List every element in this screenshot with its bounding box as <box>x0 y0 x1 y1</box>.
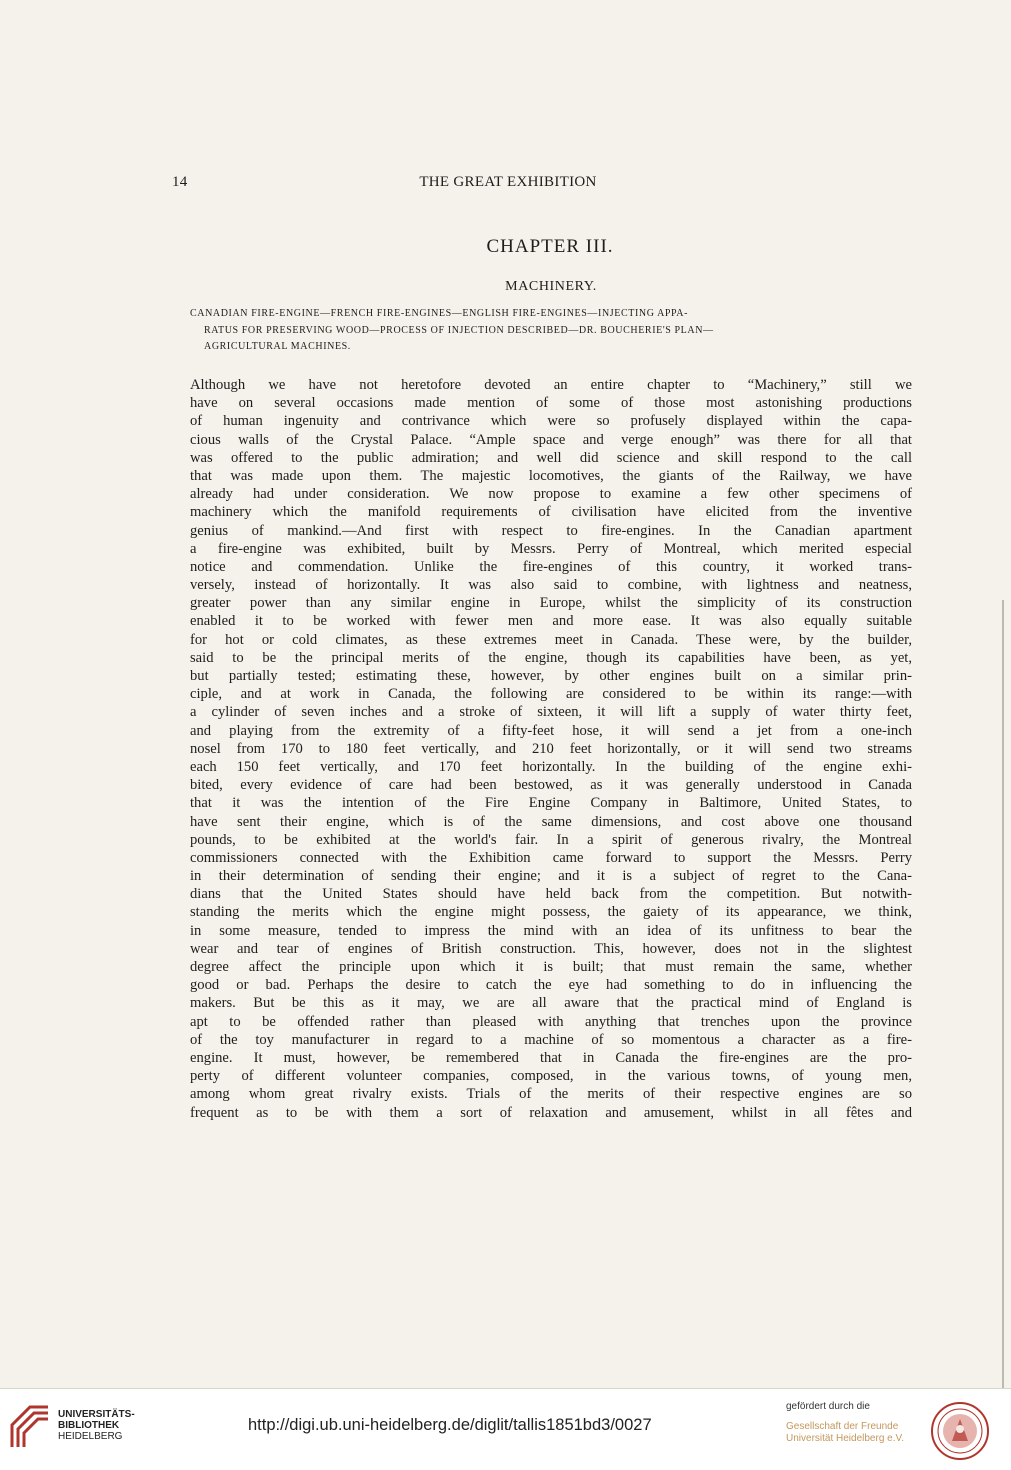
page-header <box>172 174 844 196</box>
body-line: genius of mankind.—And first with respect to fire-engines. In the Canadian apartment <box>190 522 912 539</box>
body-line: of human ingenuity and contrivance which were so profusely displayed within the capa- <box>190 413 912 430</box>
body-line: nosel from 170 to 180 feet vertically, and 210 feet horizontally, or it will send two streams <box>190 740 912 757</box>
body-line: frequent as to be with them a sort of relaxation and amusement, whilst in all fêtes and <box>190 1104 912 1121</box>
body-line: engine. It must, however, be remembered that in Canada the fire-engines are the pro- <box>190 1049 912 1066</box>
uni-name-line: BIBLIOTHEK <box>58 1420 120 1431</box>
permalink-url[interactable]: http://digi.ub.uni-heidelberg.de/diglit/tallis1851bd3/0027 <box>248 1416 652 1434</box>
body-line: bited, every evidence of care had been bestowed, as it was generally understood in Canada <box>190 777 912 794</box>
body-line: greater power than any similar engine in Europe, whilst the simplicity of its construction <box>190 595 912 612</box>
body-line: ciple, and at work in Canada, the following are considered to be within its range:—with <box>190 686 912 703</box>
chapter-synopsis <box>190 306 920 356</box>
body-line: enabled it to be worked with fewer men and more ease. It was also equally suitable <box>190 613 912 630</box>
body-line: commissioners connected with the Exhibition came forward to support the Messrs. Perry <box>190 849 912 866</box>
body-line: cious walls of the Crystal Palace. “Ample space and verge enough” was there for all that <box>190 431 912 448</box>
body-line: that was made upon them. The majestic locomotives, the giants of the Railway, we have <box>190 467 912 484</box>
university-library-logo-icon <box>8 1403 52 1451</box>
university-library-name <box>58 1409 135 1442</box>
page-fold-shadow <box>1002 600 1004 1388</box>
body-line: and playing from the extremity of a fifty-feet hose, it will send a jet from a one-inch <box>190 722 912 739</box>
sponsor-credit <box>786 1401 936 1445</box>
sponsor-org-line: Universität Heidelberg e.V. <box>786 1433 905 1444</box>
body-line: of the toy manufacturer in regard to a machine of so momentous a character as a fire- <box>190 1031 912 1048</box>
body-line: was offered to the public admiration; and well did science and skill respond to the call <box>190 449 912 466</box>
body-line: degree affect the principle upon which it is built; that must remain the same, whether <box>190 959 912 975</box>
body-line: have sent their engine, which is of the same dimensions, and cost above one thousand <box>190 813 912 830</box>
body-line: versely, instead of horizontally. It was also said to combine, with lightness and neatness, <box>190 577 912 594</box>
body-line: said to be the principal merits of the engine, though its capabilities have been, as yet, <box>190 649 912 666</box>
body-line: perty of different volunteer companies, composed, in the various towns, of young men, <box>190 1068 912 1085</box>
body-line: that it was the intention of the Fire Engine Company in Baltimore, United States, to <box>190 795 912 812</box>
body-line: among whom great rivalry exists. Trials of the merits of their respective engines are so <box>190 1086 912 1103</box>
digitization-footer <box>0 1388 1011 1470</box>
page-number: 14 <box>172 174 188 190</box>
body-line: dians that the United States should have held back from the competition. But notwith- <box>190 886 912 903</box>
body-line: each 150 feet vertically, and 170 feet horizontally. In the building of the engine exhi- <box>190 758 912 775</box>
body-text <box>190 376 912 1122</box>
body-line: a cylinder of seven inches and a stroke of sixteen, it will lift a supply of water thirty feet, <box>190 704 912 721</box>
body-line: but partially tested; estimating these, however, by other engines built on a similar prin- <box>190 668 912 684</box>
body-line: machinery which the manifold requirements of civilisation have elicited from the inventive <box>190 504 912 521</box>
synopsis-line: RATUS FOR PRESERVING WOOD—PROCESS OF INJECTION DESCRIBED—DR. BOUCHERIE'S PLAN— <box>204 324 714 336</box>
body-line: for hot or cold climates, as these extremes meet in Canada. These were, by the builder, <box>190 631 912 648</box>
running-head: THE GREAT EXHIBITION <box>419 174 597 190</box>
university-seal-icon <box>930 1401 990 1461</box>
chapter-subtitle: MACHINERY. <box>505 279 597 294</box>
body-line: makers. But be this as it may, we are all aware that the practical mind of England is <box>190 995 912 1012</box>
body-line: in some measure, tended to impress the mind with an idea of its unfitness to bear the <box>190 922 912 939</box>
synopsis-line: AGRICULTURAL MACHINES. <box>204 341 351 352</box>
uni-name-line: HEIDELBERG <box>58 1431 123 1442</box>
body-line: a fire-engine was exhibited, built by Messrs. Perry of Montreal, which merited especial <box>190 540 912 557</box>
body-line: wear and tear of engines of British construction. This, however, does not in the slightest <box>190 940 912 957</box>
body-line: already had under consideration. We now propose to examine a few other specimens of <box>190 486 912 503</box>
body-line: good or bad. Perhaps the desire to catch the eye had something to do in influencing the <box>190 977 912 994</box>
body-line: notice and commendation. Unlike the fire-engines of this country, it worked trans- <box>190 558 912 575</box>
sponsor-lead: gefördert durch die <box>786 1401 870 1412</box>
synopsis-line: CANADIAN FIRE-ENGINE—FRENCH FIRE-ENGINES—ENGLISH FIRE-ENGINES—INJECTING APPA- <box>190 308 689 319</box>
body-line: in their determination of sending their engine; and it is a subject of regret to the Cana- <box>190 868 912 885</box>
body-line: Although we have not heretofore devoted an entire chapter to “Machinery,” still we <box>190 377 912 393</box>
body-line: have on several occasions made mention of some of those most astonishing productions <box>190 395 912 412</box>
chapter-title: CHAPTER III. <box>486 236 614 257</box>
sponsor-org-line: Gesellschaft der Freunde <box>786 1421 899 1432</box>
uni-name-line: UNIVERSITÄTS- <box>58 1409 135 1420</box>
body-line: apt to be offended rather than pleased with anything that trenches upon the province <box>190 1013 912 1030</box>
body-line: standing the merits which the engine might possess, the gaiety of its appearance, we think, <box>190 904 912 921</box>
body-line: pounds, to be exhibited at the world's fair. In a spirit of generous rivalry, the Montreal <box>190 831 912 848</box>
